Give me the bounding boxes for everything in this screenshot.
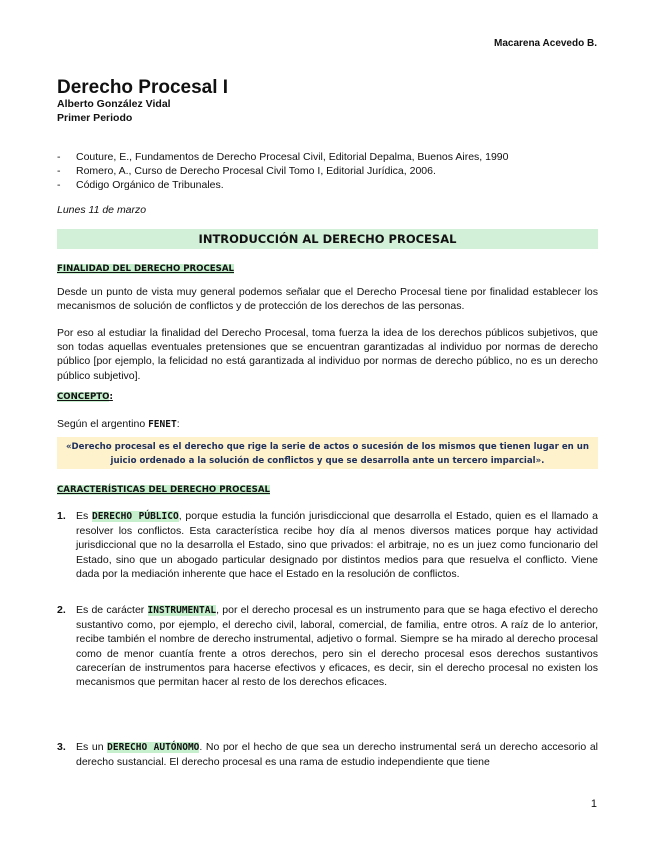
section-title-band: INTRODUCCIÓN AL DERECHO PROCESAL xyxy=(57,229,598,249)
finalidad-paragraph-1: Desde un punto de vista muy general podemos señalar que el Derecho Procesal tiene por finalidad establecer los mecanismos de solución de conflictos y de protección de los derechos de las personas. xyxy=(57,286,598,313)
term-highlight: DERECHO AUTÓNOMO xyxy=(107,742,200,753)
concepto-heading: CONCEPTO xyxy=(57,392,110,402)
author-name: Macarena Acevedo B. xyxy=(493,38,597,49)
caracteristicas-heading: CARACTERÍSTICAS DEL DERECHO PROCESAL xyxy=(57,485,270,495)
term-highlight: DERECHO PÚBLICO xyxy=(92,511,179,522)
page-number: 1 xyxy=(590,798,597,810)
finalidad-paragraph-2: Por eso al estudiar la finalidad del Derecho Procesal, toma fuerza la idea de los derechos públicos subjetivos, que son todas aquellas eventuales pretensiones que se encuentran garantizadas al individuo por normas de derecho público [por ejemplo, la felicidad no está garantizada al individuo por normas de derecho público, no es un derecho público subjetivo]. xyxy=(57,327,598,382)
author-fenet: FENET xyxy=(148,419,177,430)
reference-item: - Código Orgánico de Tribunales. xyxy=(57,179,224,191)
reference-item: - Couture, E., Fundamentos de Derecho Procesal Civil, Editorial Depalma, Buenos Aires, 1990 xyxy=(57,151,509,163)
period-label: Primer Periodo xyxy=(57,112,133,124)
definition-quote: «Derecho procesal es el derecho que rige la serie de actos o sucesión de los mismos que tienen lugar en un juicio ordenado a la solución de conflictos y que se desarrolla ante un tercero imparcial». xyxy=(57,437,598,469)
list-item: 2. Es de carácter INSTRUMENTAL, por el derecho procesal es un instrumento para que se haga efectivo el derecho sustantivo como, por ejemplo, el derecho civil, laboral, comercial, de familia, entre otros. A raíz de lo anterior, recibe también el nombre de derecho instrumental, adjetivo o formal. Siempre se ha mirado al derecho procesal como de menor cuantía frente a otros derechos, pero sin el derecho procesal esos derechos sustantivos carecerían de instrumentos para hacerse efectivos y eficaces, es decir, sin el derecho procesal no existen los mecanismos que permitan hacer al resto de los derechos eficaces. xyxy=(57,604,598,689)
reference-item: - Romero, A., Curso de Derecho Procesal Civil Tomo I, Editorial Jurídica, 2006. xyxy=(57,165,436,177)
professor-name: Alberto González Vidal xyxy=(57,98,171,110)
finalidad-heading: FINALIDAD DEL DERECHO PROCESAL xyxy=(57,264,234,274)
list-item: 3. Es un DERECHO AUTÓNOMO. No por el hecho de que sea un derecho instrumental será un derecho accesorio al derecho sustancial. El derecho procesal es una rama de estudio independiente que tiene xyxy=(57,741,598,769)
list-item: 1. Es DERECHO PÚBLICO, porque estudia la función jurisdiccional que desarrolla el Estado, quien es el llamado a resolver los conflictos. Esta característica recibe hoy día al menos diversos matices porque hay actividad jurisdiccional que no la desarrolla el Estado, sino que privados: el arbitraje, no es un juez como funcionario del Estado, sino que un abogado particular designado por distintos medios para que resuelva el conflicto. Viene dada por la mediación inherente que hace el Estado en la resolución de conflictos. xyxy=(57,510,599,580)
concepto-intro: Según el argentino FENET: xyxy=(57,418,180,430)
document-title: Derecho Procesal I xyxy=(57,77,229,98)
reference-list xyxy=(57,150,508,192)
class-date: Lunes 11 de marzo xyxy=(57,204,147,216)
term-highlight: INSTRUMENTAL xyxy=(147,605,217,616)
